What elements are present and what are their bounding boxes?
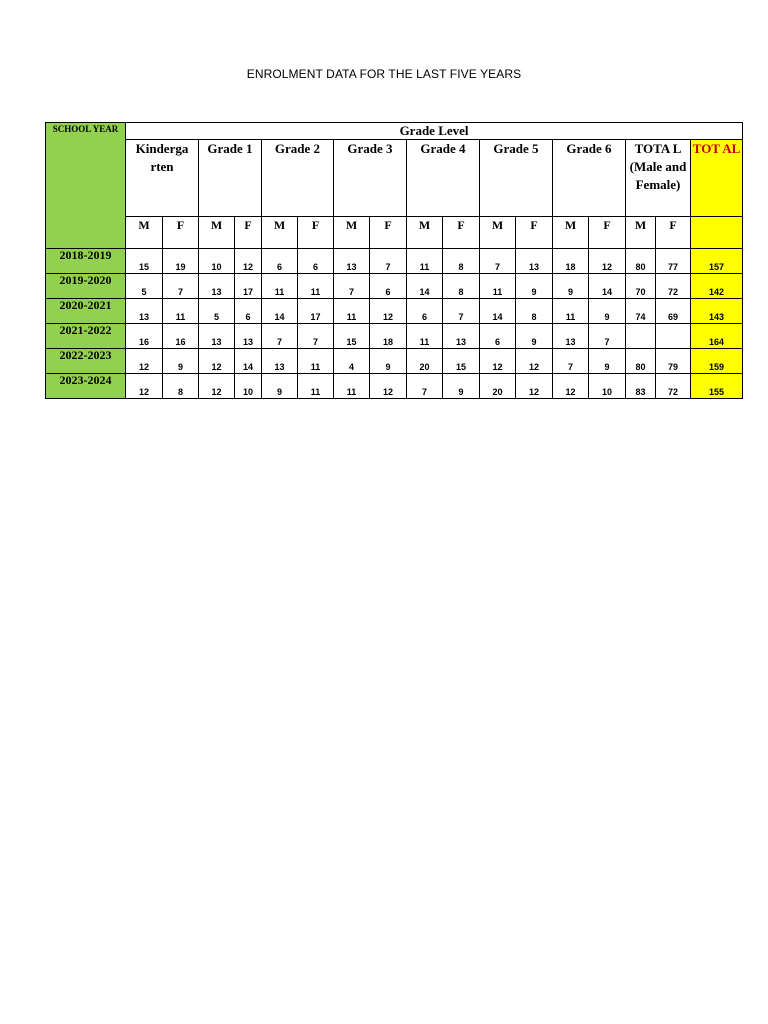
enrolment-value-cell: 14 — [235, 349, 262, 374]
enrolment-value-cell: 10 — [589, 374, 626, 399]
enrolment-value-cell: 80 — [626, 349, 656, 374]
enrolment-value-cell — [626, 324, 656, 349]
enrolment-value-cell: 7 — [443, 299, 480, 324]
enrolment-value-cell: 12 — [235, 249, 262, 274]
school-year-cell: 2022-2023 — [46, 349, 126, 374]
table-row — [46, 249, 743, 274]
table-row — [46, 374, 743, 399]
total-header: TOT AL — [691, 140, 743, 217]
enrolment-value-cell: 5 — [199, 299, 235, 324]
school-year-cell: 2021-2022 — [46, 324, 126, 349]
grade-header: Kinderga rten — [126, 140, 199, 217]
enrolment-value-cell: 7 — [553, 349, 589, 374]
grade-header: Grade 4 — [407, 140, 480, 217]
enrolment-value-cell: 12 — [589, 249, 626, 274]
enrolment-table — [45, 122, 743, 399]
total-blank-cell — [691, 217, 743, 249]
male-header: M — [334, 217, 370, 249]
enrolment-value-cell: 12 — [480, 349, 516, 374]
female-header: F — [656, 217, 691, 249]
enrolment-value-cell: 13 — [235, 324, 262, 349]
enrolment-value-cell: 11 — [262, 274, 298, 299]
enrolment-value-cell: 16 — [126, 324, 163, 349]
enrolment-value-cell: 13 — [126, 299, 163, 324]
enrolment-value-cell: 4 — [334, 349, 370, 374]
table-row — [46, 274, 743, 299]
enrolment-value-cell: 7 — [334, 274, 370, 299]
female-header: F — [235, 217, 262, 249]
enrolment-value-cell: 6 — [235, 299, 262, 324]
enrolment-value-cell: 14 — [407, 274, 443, 299]
enrolment-value-cell: 13 — [553, 324, 589, 349]
enrolment-value-cell: 7 — [480, 249, 516, 274]
enrolment-value-cell: 11 — [298, 274, 334, 299]
enrolment-value-cell: 9 — [553, 274, 589, 299]
female-header: F — [516, 217, 553, 249]
enrolment-value-cell: 13 — [199, 324, 235, 349]
school-year-cell: 2020-2021 — [46, 299, 126, 324]
enrolment-value-cell: 72 — [656, 274, 691, 299]
enrolment-value-cell: 17 — [235, 274, 262, 299]
enrolment-value-cell: 9 — [516, 324, 553, 349]
enrolment-value-cell: 15 — [126, 249, 163, 274]
enrolment-value-cell: 13 — [334, 249, 370, 274]
total-value-cell: 157 — [691, 249, 743, 274]
enrolment-value-cell: 72 — [656, 374, 691, 399]
enrolment-value-cell: 13 — [262, 349, 298, 374]
enrolment-value-cell: 11 — [298, 349, 334, 374]
enrolment-value-cell: 14 — [589, 274, 626, 299]
enrolment-value-cell: 9 — [163, 349, 199, 374]
enrolment-value-cell: 6 — [262, 249, 298, 274]
enrolment-value-cell: 16 — [163, 324, 199, 349]
enrolment-value-cell: 15 — [443, 349, 480, 374]
enrolment-value-cell: 5 — [126, 274, 163, 299]
grade-level-header: Grade Level — [126, 123, 743, 140]
enrolment-value-cell: 12 — [516, 349, 553, 374]
enrolment-value-cell: 9 — [589, 349, 626, 374]
enrolment-value-cell: 12 — [553, 374, 589, 399]
male-header: M — [553, 217, 589, 249]
total-value-cell: 164 — [691, 324, 743, 349]
enrolment-value-cell: 7 — [407, 374, 443, 399]
enrolment-value-cell: 7 — [589, 324, 626, 349]
enrolment-value-cell: 9 — [262, 374, 298, 399]
total-value-cell: 159 — [691, 349, 743, 374]
enrolment-value-cell — [656, 324, 691, 349]
enrolment-value-cell: 12 — [199, 349, 235, 374]
enrolment-value-cell: 12 — [516, 374, 553, 399]
enrolment-value-cell: 20 — [480, 374, 516, 399]
enrolment-value-cell: 8 — [516, 299, 553, 324]
enrolment-value-cell: 11 — [334, 299, 370, 324]
enrolment-value-cell: 74 — [626, 299, 656, 324]
enrolment-value-cell: 10 — [235, 374, 262, 399]
male-header: M — [407, 217, 443, 249]
enrolment-value-cell: 79 — [656, 349, 691, 374]
table-row — [46, 349, 743, 374]
enrolment-value-cell: 9 — [370, 349, 407, 374]
enrolment-value-cell: 12 — [370, 299, 407, 324]
grade-header: Grade 5 — [480, 140, 553, 217]
table-row — [46, 324, 743, 349]
enrolment-value-cell: 12 — [126, 349, 163, 374]
enrolment-value-cell: 9 — [443, 374, 480, 399]
female-header: F — [298, 217, 334, 249]
grade-header: Grade 6 — [553, 140, 626, 217]
table-row — [46, 299, 743, 324]
enrolment-value-cell: 6 — [298, 249, 334, 274]
enrolment-value-cell: 80 — [626, 249, 656, 274]
enrolment-value-cell: 7 — [370, 249, 407, 274]
enrolment-value-cell: 18 — [553, 249, 589, 274]
enrolment-value-cell: 12 — [370, 374, 407, 399]
enrolment-value-cell: 12 — [199, 374, 235, 399]
school-year-cell: 2019-2020 — [46, 274, 126, 299]
school-year-cell: 2018-2019 — [46, 249, 126, 274]
enrolment-value-cell: 17 — [298, 299, 334, 324]
enrolment-value-cell: 13 — [443, 324, 480, 349]
enrolment-value-cell: 70 — [626, 274, 656, 299]
enrolment-value-cell: 77 — [656, 249, 691, 274]
enrolment-value-cell: 12 — [126, 374, 163, 399]
enrolment-value-cell: 6 — [370, 274, 407, 299]
enrolment-value-cell: 18 — [370, 324, 407, 349]
enrolment-value-cell: 7 — [262, 324, 298, 349]
enrolment-value-cell: 14 — [262, 299, 298, 324]
male-header: M — [262, 217, 298, 249]
male-header: M — [199, 217, 235, 249]
female-header: F — [370, 217, 407, 249]
enrolment-value-cell: 19 — [163, 249, 199, 274]
grade-header: Grade 1 — [199, 140, 262, 217]
enrolment-value-cell: 14 — [480, 299, 516, 324]
enrolment-value-cell: 10 — [199, 249, 235, 274]
total-value-cell: 143 — [691, 299, 743, 324]
enrolment-value-cell: 11 — [407, 324, 443, 349]
grade-header: TOTA L (Male and Female) — [626, 140, 691, 217]
enrolment-value-cell: 8 — [443, 274, 480, 299]
female-header: F — [443, 217, 480, 249]
enrolment-value-cell: 11 — [553, 299, 589, 324]
enrolment-value-cell: 11 — [298, 374, 334, 399]
male-header: M — [126, 217, 163, 249]
enrolment-value-cell: 6 — [407, 299, 443, 324]
enrolment-value-cell: 69 — [656, 299, 691, 324]
school-year-header: SCHOOL YEAR — [46, 123, 126, 249]
enrolment-value-cell: 20 — [407, 349, 443, 374]
male-header: M — [480, 217, 516, 249]
enrolment-value-cell: 11 — [480, 274, 516, 299]
enrolment-value-cell: 13 — [516, 249, 553, 274]
enrolment-value-cell: 11 — [407, 249, 443, 274]
enrolment-value-cell: 11 — [334, 374, 370, 399]
page-title: ENROLMENT DATA FOR THE LAST FIVE YEARS — [246, 67, 522, 81]
enrolment-value-cell: 9 — [589, 299, 626, 324]
enrolment-value-cell: 8 — [163, 374, 199, 399]
grade-header: Grade 2 — [262, 140, 334, 217]
total-value-cell: 142 — [691, 274, 743, 299]
enrolment-value-cell: 11 — [163, 299, 199, 324]
total-value-cell: 155 — [691, 374, 743, 399]
grade-header: Grade 3 — [334, 140, 407, 217]
enrolment-value-cell: 8 — [443, 249, 480, 274]
enrolment-value-cell: 13 — [199, 274, 235, 299]
school-year-cell: 2023-2024 — [46, 374, 126, 399]
enrolment-value-cell: 7 — [298, 324, 334, 349]
male-header: M — [626, 217, 656, 249]
enrolment-value-cell: 15 — [334, 324, 370, 349]
female-header: F — [163, 217, 199, 249]
enrolment-value-cell: 7 — [163, 274, 199, 299]
enrolment-value-cell: 9 — [516, 274, 553, 299]
enrolment-value-cell: 6 — [480, 324, 516, 349]
enrolment-value-cell: 83 — [626, 374, 656, 399]
female-header: F — [589, 217, 626, 249]
